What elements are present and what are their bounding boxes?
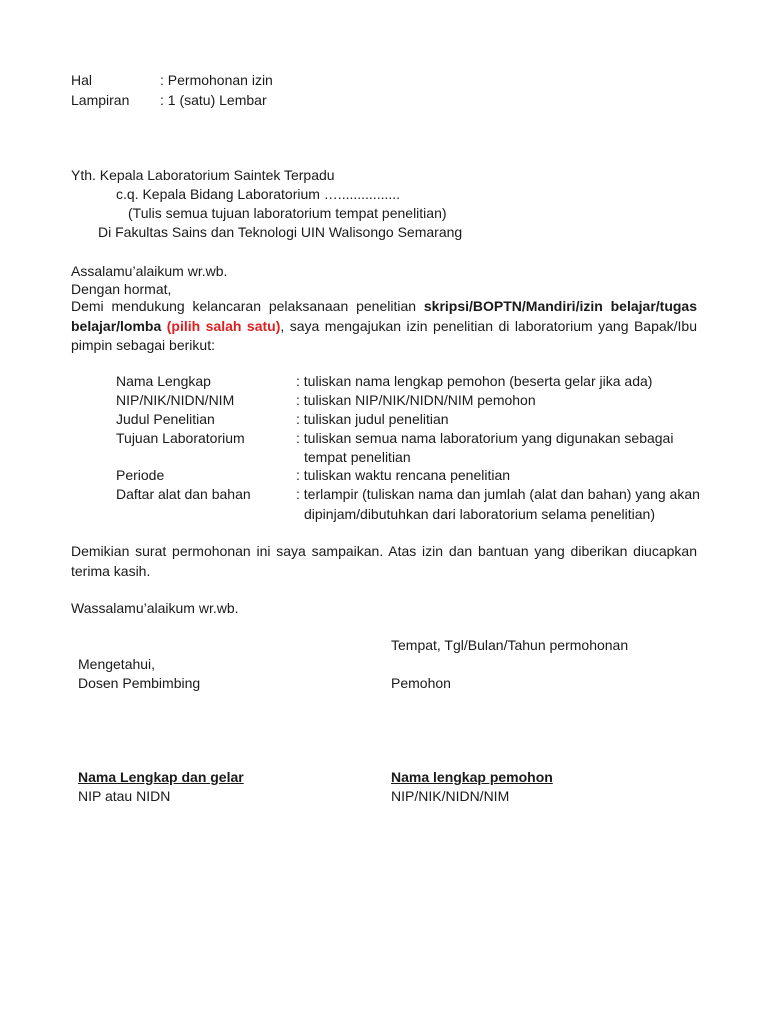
field-value: : tuliskan judul penelitian [296, 411, 449, 427]
recipient-line-3: (Tulis semua tujuan laboratorium tempat penelitian) [128, 205, 447, 221]
applicant-role: Pemohon [391, 675, 451, 691]
paragraph-1-last: pimpin sebagai berikut: [71, 337, 215, 353]
field-label: NIP/NIK/NIDN/NIM [116, 392, 235, 408]
field-value: : tuliskan nama lengkap pemohon (beserta gelar jika ada) [296, 373, 653, 389]
field-value: : tuliskan NIP/NIK/NIDN/NIM pemohon [296, 392, 536, 408]
greeting: Assalamu’alaikum wr.wb. [71, 263, 228, 279]
field-label: Periode [116, 467, 165, 483]
lampiran-label: Lampiran [71, 92, 130, 108]
lampiran-value: : 1 (satu) Lembar [160, 92, 267, 108]
field-label: Daftar alat dan bahan [116, 486, 251, 502]
salutation: Dengan hormat, [71, 281, 172, 297]
supervisor-role: Dosen Pembimbing [78, 675, 201, 691]
hal-label: Hal [71, 72, 93, 88]
paragraph-1-rest: , saya mengajukan izin penelitian di laboratorium yang Bapak/Ibu [280, 318, 697, 334]
field-value-continued: tempat penelitian [304, 449, 411, 465]
field-label: Nama Lengkap [116, 373, 211, 389]
applicant-name: Nama lengkap pemohon [391, 769, 553, 785]
field-value: : tuliskan waktu rencana penelitian [296, 467, 511, 483]
field-label: Tujuan Laboratorium [116, 430, 245, 446]
field-label: Judul Penelitian [116, 411, 215, 427]
supervisor-id: NIP atau NIDN [78, 788, 171, 804]
hal-value: : Permohonan izin [160, 72, 273, 88]
recipient-line-2: c.q. Kepala Bidang Laboratorium …................ [116, 186, 401, 202]
recipient-line-4: Di Fakultas Sains dan Teknologi UIN Walisongo Semarang [98, 224, 463, 240]
paragraph-1-red: (pilih salah satu) [166, 318, 281, 334]
paragraph-1-text: Demi mendukung kelancaran pelaksanaan penelitian [71, 298, 417, 314]
field-value: : terlampir (tuliskan nama dan jumlah (alat dan bahan) yang akan [296, 486, 700, 502]
paragraph-1-line-1 [71, 297, 697, 315]
paragraph-1-line-2 [71, 317, 697, 335]
farewell: Wassalamu’alaikum wr.wb. [71, 600, 239, 616]
field-value-continued: dipinjam/dibutuhkan dari laboratorium selama penelitian) [304, 506, 655, 522]
field-value: : tuliskan semua nama laboratorium yang digunakan sebagai [296, 430, 674, 446]
place-date: Tempat, Tgl/Bulan/Tahun permohonan [391, 637, 629, 653]
recipient-line-1: Yth. Kepala Laboratorium Saintek Terpadu [71, 167, 335, 183]
supervisor-name: Nama Lengkap dan gelar [78, 769, 244, 785]
paragraph-1-bold-b: belajar/lomba [71, 318, 162, 334]
paragraph-2-line-1: Demikian surat permohonan ini saya sampaikan. Atas izin dan bantuan yang diberikan diucapkan [71, 543, 697, 559]
applicant-id: NIP/NIK/NIDN/NIM [391, 788, 510, 804]
acknowledged-label: Mengetahui, [78, 656, 156, 672]
paragraph-1-bold-a: skripsi/BOPTN/Mandiri/izin belajar/tugas [423, 298, 697, 314]
paragraph-2-line-2: terima kasih. [71, 563, 151, 579]
